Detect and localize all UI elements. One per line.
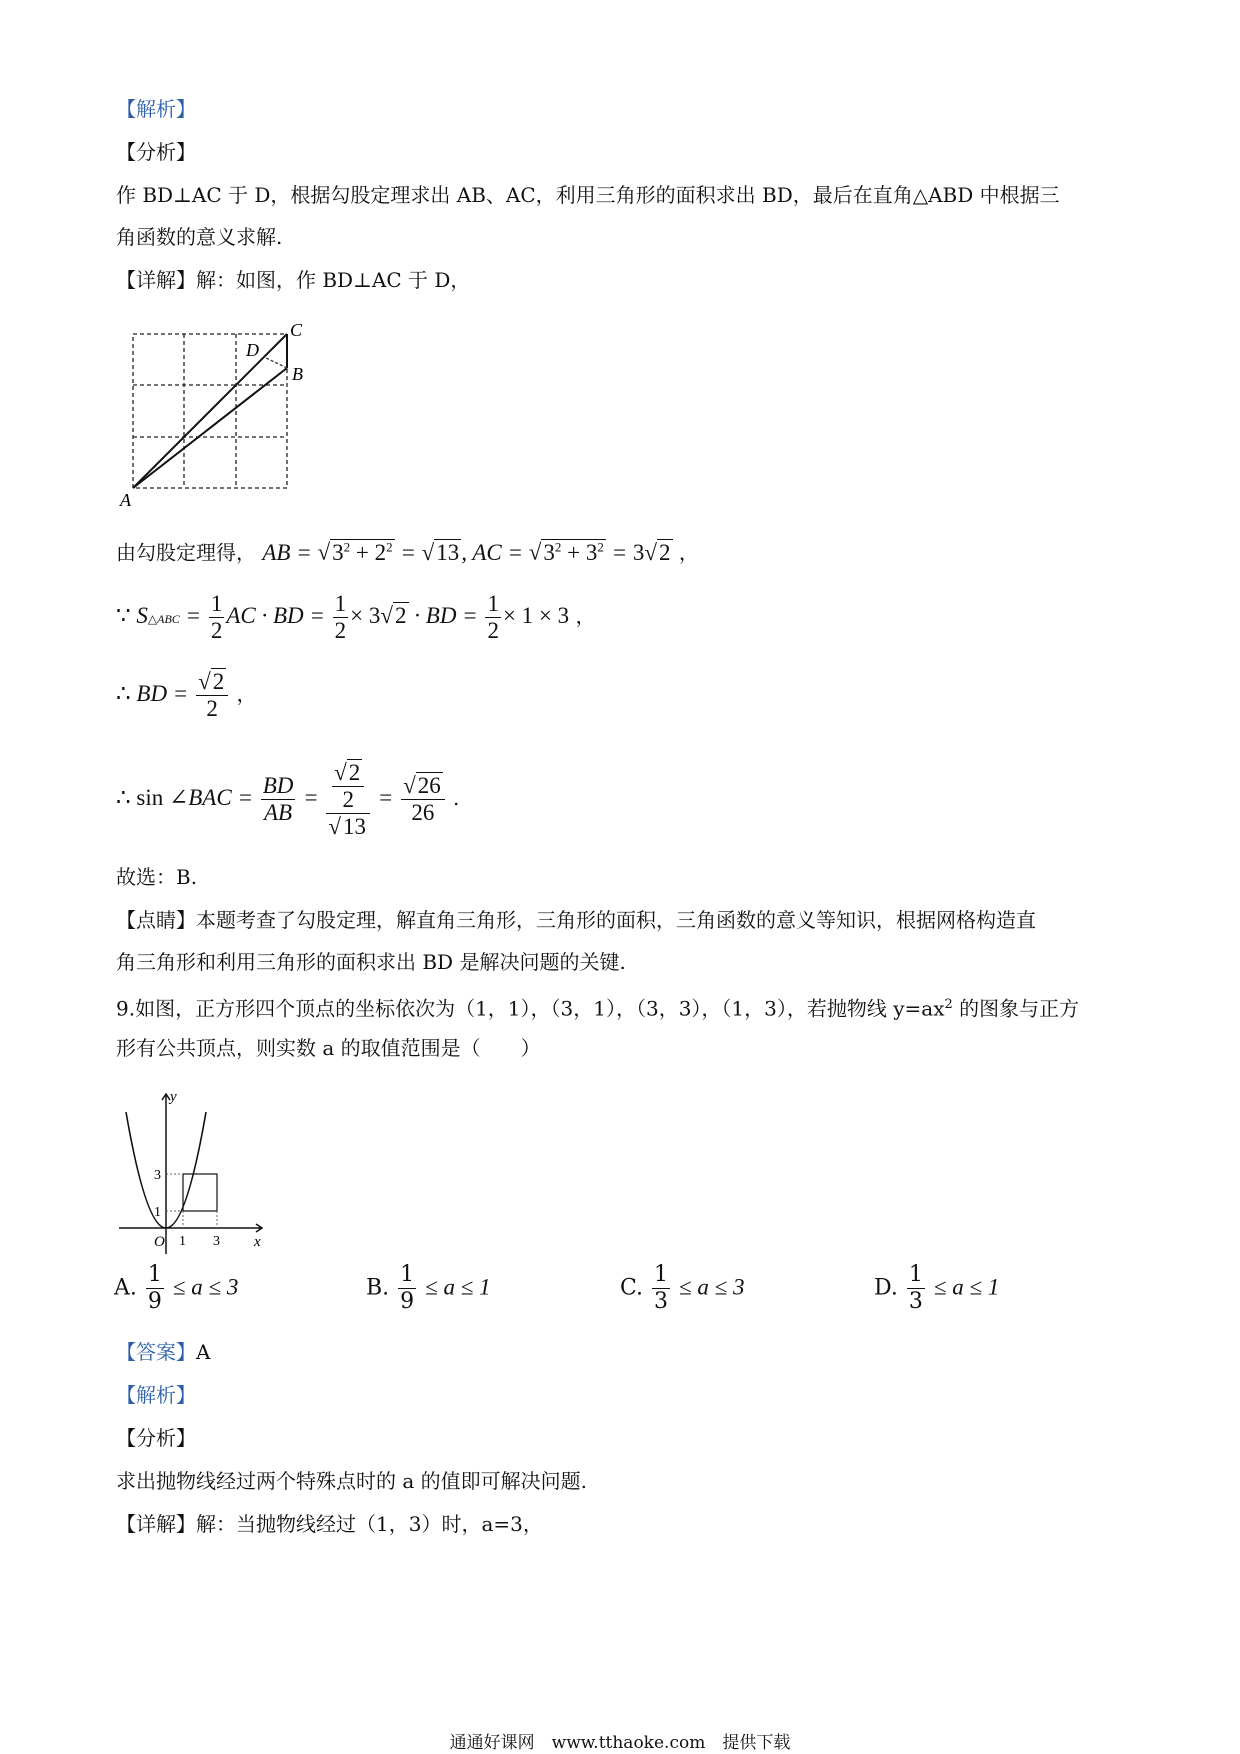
q9-text-tail: 的图象与正方 [952,996,1080,1021]
q9-line-2: 形有公共顶点，则实数 a 的取值范围是（ ） [116,1036,541,1060]
bd-line: ∴ BD = $\frac{√2}{2}$ ， [116,669,257,722]
analysis-line-1: 作 BD⊥AC 于 D，根据勾股定理求出 AB、AC，利用三角形的面积求出 BD，最后在直角△ABD 中根据三 [116,183,1060,207]
dianjing-text-1: 本题考查了勾股定理，解直角三角形，三角形的面积，三角函数的意义等知识，根据网格构造直 [196,908,1036,932]
q9-line-1 [116,990,1079,1024]
option-a-letter: A. [114,1275,137,1301]
origin-label: O [154,1234,165,1250]
sin-formula: ∴ sin ∠BAC = $\frac{BD}{AB}$ = $\frac{\frac{√2}{2}}{√13}$ = $\frac{√26}{26}$ [116,785,447,810]
option-c-fraction: $\frac{1}{3}$ [654,1262,669,1314]
option-c[interactable] [620,1262,745,1315]
jiexi-heading-2: 【解析】 [116,1383,196,1407]
option-b-letter: B. [366,1275,390,1301]
grid-triangle-figure [118,322,318,512]
label-a: A [120,490,131,510]
footer-watermark: 通通好课网 www.tthaoke.com 提供下载 [449,1733,791,1753]
fenxi-heading: 【分析】 [116,140,196,164]
pythagoras-prefix: 由勾股定理得， [116,540,256,565]
option-d[interactable] [874,1262,999,1315]
area-formula: ∵ S△ABC = $\frac{1}{2}$ AC · BD = $\frac{1}{2}$ × 3√2 · BD = $\frac{1}{2}$ × 1 × 3 [116,591,570,644]
x-tick-3: 3 [213,1234,220,1249]
detail2-tag: 【详解】 [116,1512,196,1536]
answer-tag: 【答案】 [116,1340,196,1364]
option-b-fraction: $\frac{1}{9}$ [400,1262,415,1314]
dianjing-tag: 【点睛】 [116,908,196,932]
pythagoras-line: 由勾股定理得， AB = $√3^2 + 2^2 = √13$, AC = $√3^2 + 3^2 = 3√2$ ， [116,539,699,565]
option-c-letter: C. [620,1275,644,1301]
option-d-letter: D. [874,1275,898,1301]
detail-text: 解：如图，作 BD⊥AC 于 D， [196,268,471,292]
label-c: C [290,322,303,340]
dianjing-line-1 [116,905,1036,935]
choice-line: 故选：B. [116,865,198,889]
detail2-text: 解：当抛物线经过（1，3）时，a=3， [196,1512,543,1536]
option-d-fraction: $\frac{1}{3}$ [908,1262,923,1314]
pythagoras-formula: AB = $√3^2 + 2^2 = √13$, AC = $√3^2 + 3^2 = 3√2$ [262,539,671,565]
answer-value: A [196,1340,211,1364]
area-line: ∵ S△ABC = $\frac{1}{2}$ AC · BD = $\frac{1}{2}$ × 3√2 · BD = $\frac{1}{2}$ × 1 × 3 ， [116,591,596,644]
option-d-relation: ≤ a ≤ 1 [933,1274,1000,1300]
label-d: D [246,340,259,360]
parabola-figure [114,1086,274,1256]
jiexi-heading: 【解析】 [116,97,196,121]
q9-exponent: 2 [944,997,953,1012]
option-a-relation: ≤ a ≤ 3 [172,1274,239,1300]
option-a[interactable] [114,1262,238,1315]
y-tick-1: 1 [154,1205,161,1220]
detail-line [116,265,470,295]
detail-line-2 [116,1509,543,1539]
y-tick-3: 3 [154,1168,161,1183]
bd-formula: ∴ BD = $\frac{√2}{2}$ [116,681,230,706]
axis-y-label: y [170,1089,177,1105]
label-b: B [292,364,303,384]
q9-text: 9.如图，正方形四个顶点的坐标依次为（1，1），（3，1），（3，3），（1，3），若抛物线 y=ax [116,996,945,1021]
analysis-line-2: 角函数的意义求解. [116,225,283,249]
option-a-fraction: $\frac{1}{9}$ [147,1262,162,1314]
detail-tag: 【详解】 [116,268,196,292]
axis-x-label: x [254,1234,261,1250]
x-tick-1: 1 [179,1234,186,1249]
sin-line: ∴ sin ∠BAC = $\frac{BD}{AB}$ = $\frac{\frac{√2}{2}}{√13}$ = $\frac{√26}{26}$ . [116,759,460,839]
dianjing-line-2: 角三角形和利用三角形的面积求出 BD 是解决问题的关键. [116,950,626,974]
option-c-relation: ≤ a ≤ 3 [679,1274,745,1300]
answer-line [116,1337,210,1367]
analysis-2: 求出抛物线经过两个特殊点时的 a 的值即可解决问题. [116,1469,587,1493]
fenxi-heading-2: 【分析】 [116,1426,196,1450]
option-b[interactable] [366,1262,491,1315]
option-b-relation: ≤ a ≤ 1 [425,1274,491,1300]
